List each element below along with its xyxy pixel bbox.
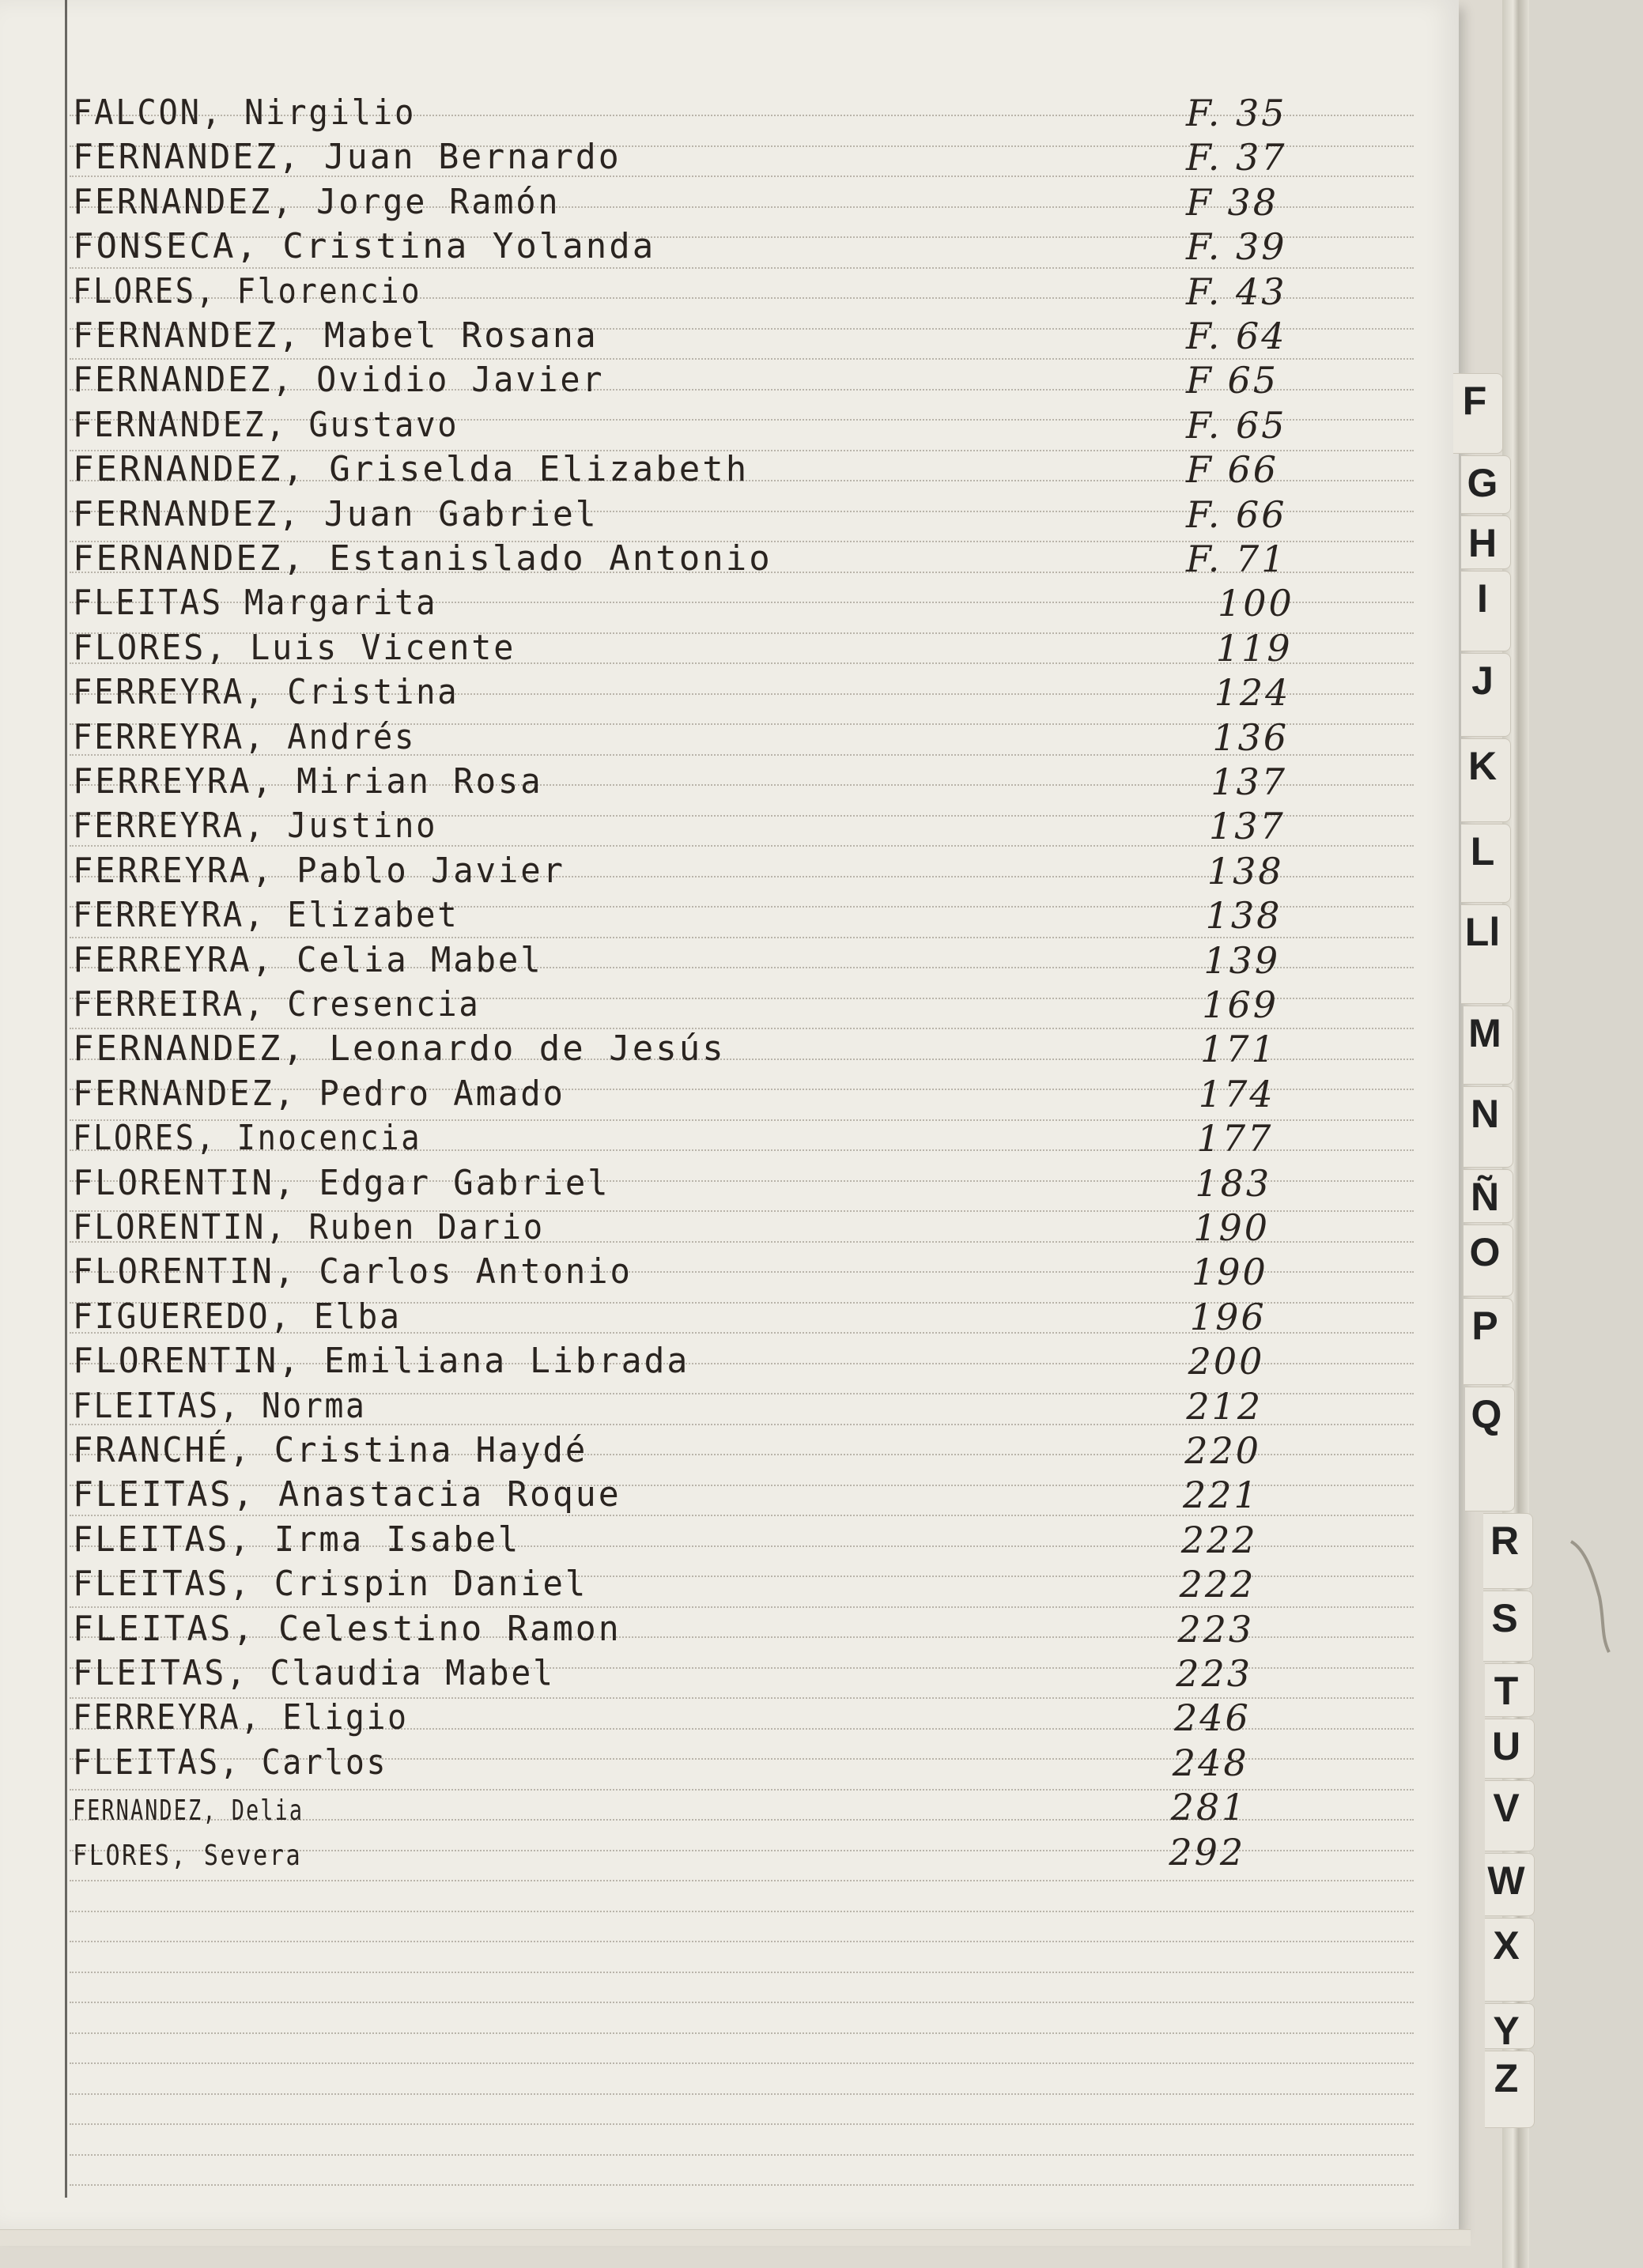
entry-name: FERREYRA, Mirian Rosa [73,761,543,802]
entry-name: FERREYRA, Justino [73,806,438,847]
index-tab-l[interactable]: L [1470,829,1495,874]
index-tab-j[interactable]: J [1471,659,1494,703]
ledger-entry [0,760,1459,806]
ledger-entry [0,492,1459,539]
index-tab-x[interactable]: X [1493,1923,1520,1968]
index-tab-z[interactable]: Z [1494,2056,1519,2100]
entry-name: FERNANDEZ, Delia [73,1794,304,1828]
entry-page-number: 281 [1170,1786,1248,1829]
ledger-entry [0,1652,1459,1698]
entry-page-number: 137 [1209,805,1286,848]
index-tab-g[interactable]: G [1467,461,1498,505]
entry-name: FALCON, Nirgilio [73,92,417,133]
index-tab-p[interactable]: P [1471,1304,1498,1348]
index-tab-o[interactable]: O [1469,1230,1501,1274]
entry-page-number: 220 [1184,1429,1261,1472]
entry-name: FERREYRA, Pablo Javier [73,850,565,891]
index-tab-ll[interactable]: Ll [1464,910,1501,954]
index-tab-k[interactable]: K [1467,744,1498,788]
entry-page-number: F 65 [1186,359,1279,402]
ledger-entry [0,136,1459,182]
entry-name: FERNANDEZ, Pedro Amado [73,1073,565,1114]
entry-name: FLEITAS, Crispin Daniel [73,1564,588,1605]
entry-name: FERREYRA, Elizabet [73,895,459,936]
entry-page-number: 124 [1214,671,1291,715]
entry-page-number: 171 [1200,1028,1277,1071]
entry-name: FRANCHÉ, Cristina Haydé [73,1430,588,1470]
ledger-entry [0,225,1459,271]
ledger-entry [0,1563,1459,1609]
entry-name: FLEITAS, Irma Isabel [73,1519,521,1560]
entry-name: FERREYRA, Andrés [73,716,417,757]
entry-name: FLORENTIN, Carlos Antonio [73,1251,633,1292]
entry-page-number: 292 [1169,1830,1246,1874]
entry-page-number: F. 37 [1186,136,1287,179]
entry-name: FERREYRA, Celia Mabel [73,939,543,980]
entry-name: FLORES, Luis Vicente [73,627,516,668]
entry-page-number: F. 71 [1186,538,1287,580]
entry-page-number: 177 [1196,1117,1274,1160]
entry-page-number: 222 [1179,1563,1256,1606]
ledger-entry [0,359,1459,405]
ledger-entry [0,1072,1459,1119]
entry-name: FLEITAS Margarita [73,583,438,624]
entry-name: FONSECA, Cristina Yolanda [73,226,656,267]
entry-page-number: 138 [1205,894,1282,938]
ledger-entry [0,180,1459,227]
index-tab-r[interactable]: R [1490,1519,1520,1563]
index-tab-u[interactable]: U [1491,1724,1521,1768]
entry-name: FERNANDEZ, Juan Gabriel [73,493,599,534]
entry-page-number: F 66 [1186,448,1279,492]
entry-page-number: F. 39 [1186,225,1287,269]
entry-page-number: F. 43 [1186,270,1287,313]
ledger-entry [0,1741,1459,1787]
index-tab-s[interactable]: S [1491,1596,1518,1640]
entry-name: FERNANDEZ, Leonardo de Jesús [73,1028,726,1070]
ledger-entry [0,1117,1459,1163]
entry-name: FERNANDEZ, Juan Bernardo [73,137,621,178]
entry-page-number: 139 [1203,938,1281,982]
index-tab-q[interactable]: Q [1471,1392,1502,1436]
entry-page-number: F. 64 [1186,315,1287,357]
index-tab-w[interactable]: W [1487,1859,1525,1903]
entry-page-number: 200 [1188,1340,1265,1383]
ledger-entry [0,715,1459,762]
ledger-entry [0,805,1459,851]
ledger-entry [0,1429,1459,1475]
entry-page-number: 222 [1180,1518,1258,1561]
entry-page-number: 136 [1212,715,1290,759]
entry-name: FLEITAS, Claudia Mabel [73,1653,555,1693]
entry-page-number: 174 [1198,1072,1275,1115]
entry-page-number: 190 [1192,1251,1268,1294]
entry-page-number: 221 [1183,1474,1260,1517]
entry-page-number: F. 35 [1186,92,1287,134]
entry-page-number: 138 [1207,849,1284,892]
ledger-entry [0,1384,1459,1431]
entry-page-number: 190 [1193,1206,1270,1249]
entry-page-number: 169 [1202,983,1279,1026]
entry-name: FLEITAS, Celestino Ramon [73,1608,621,1649]
entry-page-number: 223 [1177,1607,1255,1651]
entry-page-number: 212 [1186,1384,1263,1428]
ledger-entry [0,403,1459,450]
ledger-entry [0,1206,1459,1252]
index-tab-f[interactable]: F [1462,379,1487,423]
entry-page-number: 196 [1189,1295,1267,1338]
entry-name: FERNANDEZ, Griselda Elizabeth [73,449,750,490]
ledger-entry [0,270,1459,316]
ledger-entry [0,626,1459,673]
ledger-entry [0,448,1459,494]
index-tab-v[interactable]: V [1493,1786,1520,1830]
ledger-entry [0,671,1459,717]
ledger-entry [0,1340,1459,1386]
entry-page-number: 223 [1176,1652,1252,1695]
index-tab-m[interactable]: M [1468,1011,1501,1055]
ledger-entry [0,582,1459,628]
entry-name: FERNANDEZ, Estanislado Antonio [73,538,772,579]
entry-name: FERREIRA, Cresencia [73,984,481,1025]
entry-name: FERNANDEZ, Gustavo [73,404,459,445]
ledger-entry [0,938,1459,985]
ledger-entry [0,1696,1459,1742]
entry-name: FLORES, Florencio [73,270,422,311]
entry-page-number: F 38 [1186,180,1279,224]
entry-name: FERNANDEZ, Jorge Ramón [73,181,561,222]
ledger-entry [0,92,1459,138]
ledger-entry [0,894,1459,940]
entry-name: FERREYRA, Cristina [73,672,459,713]
alphabet-index-tabs [1419,0,1562,2229]
ledger-entry [0,1830,1459,1877]
entry-name: FLORES, Severa [73,1839,303,1872]
index-tab-i[interactable]: I [1477,576,1488,621]
ledger-entry [0,983,1459,1029]
ledger-entry [0,315,1459,360]
bookmark-string [1569,1534,1617,1660]
entry-name: FERNANDEZ, Mabel Rosana [73,315,599,356]
ledger-entry [0,1161,1459,1208]
entry-page-number: 248 [1172,1741,1249,1784]
entry-name: FIGUEREDO, Elba [73,1296,402,1337]
entry-page-number: 100 [1218,582,1294,625]
entry-name: FERNANDEZ, Ovidio Javier [73,360,605,401]
entry-name: FLEITAS, Norma [73,1385,367,1426]
entry-page-number: 183 [1195,1161,1272,1205]
ledger-entry [0,1607,1459,1654]
page-bottom-edge [0,2229,1471,2246]
entry-name: FLORENTIN, Emiliana Librada [73,1341,690,1382]
entry-page-number: F. 65 [1186,403,1287,447]
ledger-entry [0,1474,1459,1519]
index-tab-ñ[interactable]: Ñ [1470,1175,1500,1219]
entry-name: FLORES, Inocencia [73,1118,422,1159]
entry-page-number: F. 66 [1186,492,1287,536]
ledger-entry [0,538,1459,583]
entry-name: FLORENTIN, Ruben Dario [73,1207,545,1247]
ledger-entry [0,1251,1459,1296]
index-tab-t[interactable]: T [1494,1669,1519,1713]
entry-name: FLEITAS, Carlos [73,1742,388,1783]
index-tab-h[interactable]: H [1467,521,1498,565]
entry-name: FLEITAS, Anastacia Roque [73,1474,621,1515]
ledger-entry [0,1786,1459,1832]
entry-name: FERREYRA, Eligio [73,1697,409,1738]
entry-page-number: 119 [1215,626,1293,670]
ledger-entry [0,849,1459,896]
ledger-entry [0,1028,1459,1074]
entry-page-number: 246 [1174,1696,1251,1740]
entry-page-number: 137 [1211,760,1287,803]
index-tab-n[interactable]: N [1470,1092,1500,1136]
ledger-entry [0,1295,1459,1342]
entry-name: FLORENTIN, Edgar Gabriel [73,1162,610,1203]
index-tab-y[interactable]: Y [1493,2009,1520,2053]
ledger-entry [0,1518,1459,1564]
